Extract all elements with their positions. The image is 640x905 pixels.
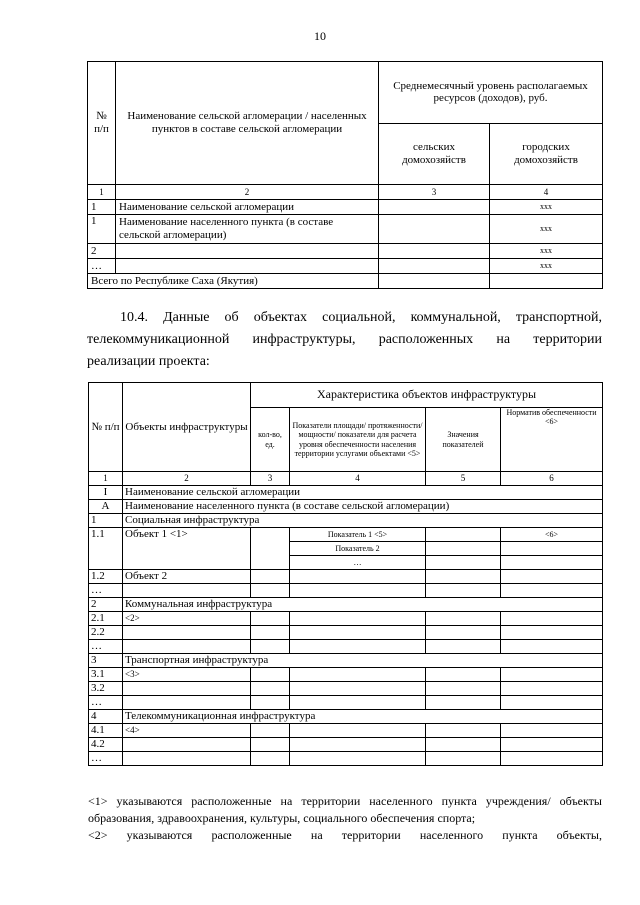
row-no: 3.2 bbox=[89, 682, 123, 696]
row-no: 1.1 bbox=[89, 528, 123, 570]
row-object bbox=[123, 682, 251, 696]
col-header-norm: Норматив обеспеченности <6> bbox=[501, 408, 603, 472]
col-number: 3 bbox=[379, 185, 490, 200]
footnote-line: образования, здравоохранения, культуры, социального обеспечения спорта; bbox=[88, 811, 476, 825]
row-no: 3 bbox=[89, 654, 123, 668]
row-title: Наименование сельской агломерации bbox=[123, 486, 603, 500]
row-indicator bbox=[290, 724, 426, 738]
row-norm bbox=[501, 584, 603, 598]
col-header-rural: сельских домохозяйств bbox=[379, 123, 490, 185]
col-header-count: кол-во, ед. bbox=[251, 408, 290, 472]
row-title: Транспортная инфраструктура bbox=[123, 654, 603, 668]
row-count bbox=[251, 724, 290, 738]
row-count bbox=[251, 682, 290, 696]
col-number: 2 bbox=[123, 472, 251, 486]
row-object: Объект 2 bbox=[123, 570, 251, 584]
row-name: Наименование сельской агломерации bbox=[116, 200, 379, 215]
total-label: Всего по Республике Саха (Якутия) bbox=[88, 274, 379, 289]
row-indicator: Показатель 1 <5> bbox=[290, 528, 426, 542]
section-row bbox=[89, 500, 603, 514]
row-no: 4 bbox=[89, 710, 123, 724]
row-count bbox=[251, 668, 290, 682]
row-value bbox=[426, 626, 501, 640]
table-row bbox=[89, 626, 603, 640]
table-row bbox=[88, 259, 603, 274]
col-header-indicators: Показатели площади/ протяженности/ мощности/ показатели для расчета уровня обеспеченности населения территории услугами объектами <5> bbox=[290, 408, 426, 472]
row-title: Наименование населенного пункта (в составе сельской агломерации) bbox=[123, 500, 603, 514]
total-rural bbox=[379, 274, 490, 289]
row-object: <3> bbox=[123, 668, 251, 682]
row-value bbox=[426, 570, 501, 584]
table-row bbox=[89, 612, 603, 626]
row-object bbox=[123, 584, 251, 598]
row-indicator bbox=[290, 752, 426, 766]
col-number: 4 bbox=[290, 472, 426, 486]
row-count bbox=[251, 640, 290, 654]
row-urban: xxx bbox=[490, 215, 603, 244]
row-norm bbox=[501, 738, 603, 752]
section-paragraph bbox=[87, 307, 602, 373]
row-indicator: … bbox=[290, 556, 426, 570]
row-no: I bbox=[89, 486, 123, 500]
row-indicator bbox=[290, 682, 426, 696]
col-number: 5 bbox=[426, 472, 501, 486]
row-value bbox=[426, 668, 501, 682]
row-indicator: Показатель 2 bbox=[290, 542, 426, 556]
row-count bbox=[251, 528, 290, 570]
row-indicator bbox=[290, 640, 426, 654]
row-count bbox=[251, 570, 290, 584]
row-object bbox=[123, 752, 251, 766]
row-count bbox=[251, 696, 290, 710]
row-title: Телекоммуникационная инфраструктура bbox=[123, 710, 603, 724]
row-no: 2.2 bbox=[89, 626, 123, 640]
row-count bbox=[251, 584, 290, 598]
row-object: <4> bbox=[123, 724, 251, 738]
row-rural bbox=[379, 259, 490, 274]
group-row bbox=[89, 710, 603, 724]
group-row bbox=[89, 598, 603, 612]
row-no: … bbox=[89, 640, 123, 654]
row-value bbox=[426, 640, 501, 654]
row-name: Наименование населенного пункта (в составе сельской агломерации) bbox=[116, 215, 379, 244]
row-title: Социальная инфраструктура bbox=[123, 514, 603, 528]
row-no: … bbox=[89, 696, 123, 710]
row-count bbox=[251, 612, 290, 626]
row-no: 1 bbox=[89, 514, 123, 528]
table-row bbox=[88, 200, 603, 215]
col-header-income: Среднемесячный уровень располагаемых ресурсов (доходов), руб. bbox=[379, 62, 603, 124]
row-rural bbox=[379, 244, 490, 259]
table-row bbox=[89, 682, 603, 696]
row-no: 2 bbox=[88, 244, 116, 259]
row-no: 4.1 bbox=[89, 724, 123, 738]
table-row bbox=[89, 640, 603, 654]
col-header-urban: городских домохозяйств bbox=[490, 123, 603, 185]
row-value bbox=[426, 682, 501, 696]
row-indicator bbox=[290, 626, 426, 640]
row-count bbox=[251, 738, 290, 752]
table-row bbox=[89, 738, 603, 752]
row-object bbox=[123, 738, 251, 752]
row-no: 4.2 bbox=[89, 738, 123, 752]
table-row bbox=[89, 752, 603, 766]
row-object bbox=[123, 626, 251, 640]
row-no: 3.1 bbox=[89, 668, 123, 682]
row-value bbox=[426, 696, 501, 710]
row-norm bbox=[501, 696, 603, 710]
infrastructure-table bbox=[88, 382, 603, 766]
row-no: 1 bbox=[88, 200, 116, 215]
row-rural bbox=[379, 200, 490, 215]
table-row bbox=[89, 668, 603, 682]
col-number: 6 bbox=[501, 472, 603, 486]
col-number: 1 bbox=[89, 472, 123, 486]
row-no: 1 bbox=[88, 215, 116, 244]
row-no: 1.2 bbox=[89, 570, 123, 584]
row-indicator bbox=[290, 738, 426, 752]
table-row bbox=[88, 244, 603, 259]
row-urban: xxx bbox=[490, 200, 603, 215]
row-no: 2 bbox=[89, 598, 123, 612]
row-value bbox=[426, 528, 501, 542]
row-indicator bbox=[290, 612, 426, 626]
col-number: 1 bbox=[88, 185, 116, 200]
row-value bbox=[426, 542, 501, 556]
col-number: 4 bbox=[490, 185, 603, 200]
row-norm bbox=[501, 626, 603, 640]
row-count bbox=[251, 626, 290, 640]
row-indicator bbox=[290, 570, 426, 584]
row-title: Коммунальная инфраструктура bbox=[123, 598, 603, 612]
paragraph-line: 10.4. Данные об объектах социальной, коммунальной, транспортной, bbox=[120, 310, 602, 325]
row-urban: xxx bbox=[490, 259, 603, 274]
row-norm: <6> bbox=[501, 528, 603, 542]
row-indicator bbox=[290, 668, 426, 682]
row-norm bbox=[501, 724, 603, 738]
row-value bbox=[426, 752, 501, 766]
table-row bbox=[89, 696, 603, 710]
row-norm bbox=[501, 612, 603, 626]
section-row bbox=[89, 486, 603, 500]
row-urban: xxx bbox=[490, 244, 603, 259]
row-no: … bbox=[89, 752, 123, 766]
col-header-characteristics: Характеристика объектов инфраструктуры bbox=[251, 383, 603, 408]
income-table bbox=[87, 61, 603, 289]
row-no: … bbox=[89, 584, 123, 598]
row-no: A bbox=[89, 500, 123, 514]
col-header-no: № п/п bbox=[88, 62, 116, 185]
table-row bbox=[89, 584, 603, 598]
col-header-no: № п/п bbox=[89, 383, 123, 472]
row-indicator bbox=[290, 696, 426, 710]
row-count bbox=[251, 752, 290, 766]
row-value bbox=[426, 738, 501, 752]
row-value bbox=[426, 612, 501, 626]
footnote-line: <1> указываются расположенные на территории населенного пункта учреждения/ объекты bbox=[88, 794, 602, 808]
row-name bbox=[116, 244, 379, 259]
total-row bbox=[88, 274, 603, 289]
table-row bbox=[89, 570, 603, 584]
row-object: <2> bbox=[123, 612, 251, 626]
paragraph-line: телекоммуникационной инфраструктуры, расположенных на территории bbox=[87, 332, 602, 347]
col-number: 2 bbox=[116, 185, 379, 200]
table-row bbox=[89, 724, 603, 738]
row-rural bbox=[379, 215, 490, 244]
footnotes bbox=[88, 793, 602, 844]
row-object bbox=[123, 640, 251, 654]
page-number: 10 bbox=[314, 29, 326, 43]
row-norm bbox=[501, 682, 603, 696]
row-object bbox=[123, 696, 251, 710]
row-norm bbox=[501, 542, 603, 556]
row-value bbox=[426, 584, 501, 598]
row-norm bbox=[501, 640, 603, 654]
footnote-line: <2> указываются расположенные на территории населенного пункта объекты, bbox=[88, 828, 602, 842]
paragraph-line: реализации проекта: bbox=[87, 354, 210, 369]
row-name bbox=[116, 259, 379, 274]
row-indicator bbox=[290, 584, 426, 598]
table-row bbox=[88, 215, 603, 244]
col-number: 3 bbox=[251, 472, 290, 486]
col-header-values: Значения показателей bbox=[426, 408, 501, 472]
row-norm bbox=[501, 668, 603, 682]
row-no: 2.1 bbox=[89, 612, 123, 626]
group-row bbox=[89, 654, 603, 668]
row-value bbox=[426, 724, 501, 738]
row-norm bbox=[501, 752, 603, 766]
row-norm bbox=[501, 570, 603, 584]
row-object: Объект 1 <1> bbox=[123, 528, 251, 570]
total-urban bbox=[490, 274, 603, 289]
row-norm bbox=[501, 556, 603, 570]
group-row bbox=[89, 514, 603, 528]
row-no: … bbox=[88, 259, 116, 274]
table-row bbox=[89, 528, 603, 542]
col-header-objects: Объекты инфраструктуры bbox=[123, 383, 251, 472]
row-value bbox=[426, 556, 501, 570]
col-header-name: Наименование сельской агломерации / населенных пунктов в составе сельской агломерации bbox=[116, 62, 379, 185]
